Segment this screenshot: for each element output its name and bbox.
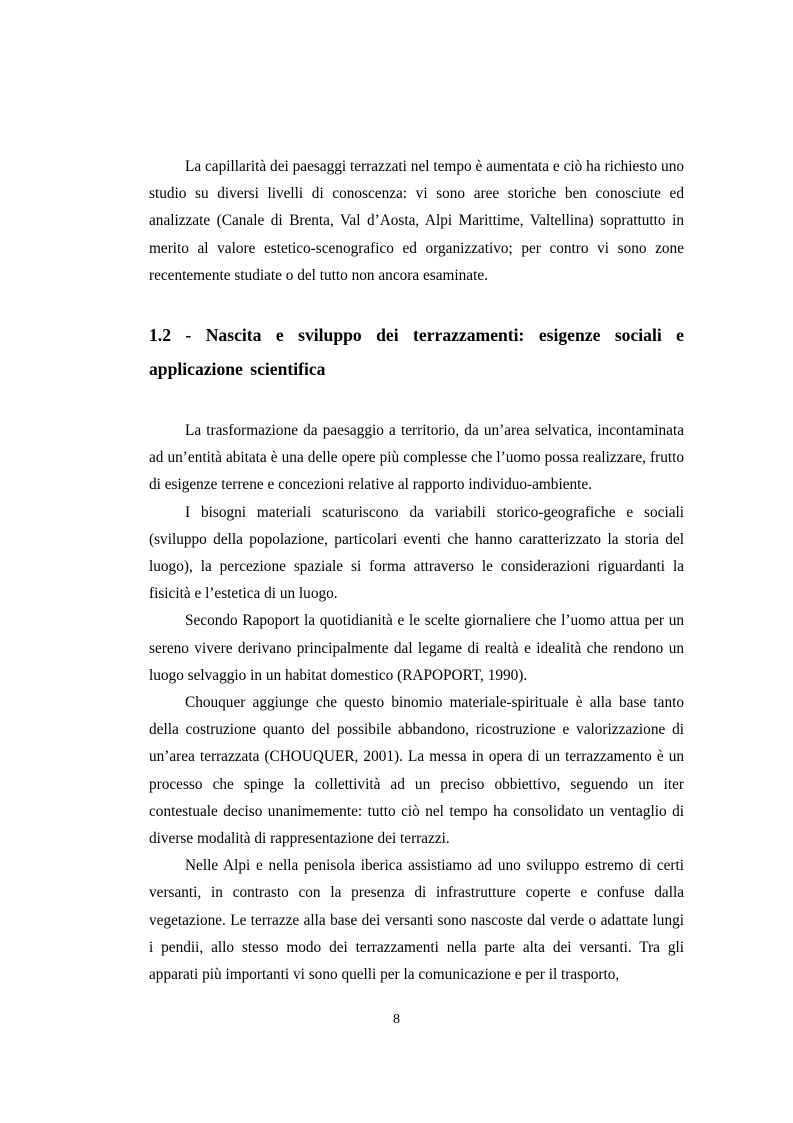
body-paragraph: Chouquer aggiunge che questo binomio materiale-spirituale è alla base tanto della costruzione quanto del possibile abbandono, ricostruzione e valorizzazione di un’area terrazzata (CHOUQUER, 2001). La messa in opera di un terrazzamento è un processo che spinge la collettività ad un preciso obbiettivo, seguendo un iter contestuale deciso unanimemente: tutto ciò nel tempo ha consolidato un ventaglio di diverse modalità di rappresentazione dei terrazzi. — [149, 694, 684, 848]
section-heading: 1.2 - Nascita e sviluppo dei terrazzamenti: esigenze sociali e applicazione scientifica — [149, 325, 684, 380]
document-page — [149, 153, 684, 988]
section-body — [149, 417, 684, 988]
body-paragraph: Secondo Rapoport la quotidianità e le scelte giornaliere che l’uomo attua per un sereno vivere derivano principalmente dal legame di realtà e idealità che rendono un luogo selvaggio in un habitat domestico (RAPOPORT, 1990). — [149, 612, 684, 684]
intro-paragraph: La capillarità dei paesaggi terrazzati nel tempo è aumentata e ciò ha richiesto uno studio su diversi livelli di conoscenza: vi sono aree storiche ben conosciute ed analizzate (Canale di Brenta, Val d’Aosta, Alpi Marittime, Valtellina) soprattutto in merito al valore estetico-scenografico ed organizzativo; per contro vi sono zone recentemente studiate o del tutto non ancora esaminate. — [149, 158, 684, 284]
body-paragraph: La trasformazione da paesaggio a territorio, da un’area selvatica, incontaminata ad un’entità abitata è una delle opere più complesse che l’uomo possa realizzare, frutto di esigenze terrene e concezioni relative al rapporto individuo-ambiente. — [149, 422, 684, 494]
page-number: 8 — [393, 1012, 400, 1027]
body-paragraph: Nelle Alpi e nella penisola iberica assistiamo ad uno sviluppo estremo di certi versanti, in contrasto con la presenza di infrastrutture coperte e confuse dalla vegetazione. Le terrazze alla base dei versanti sono nascoste dal verde o adattate lungi i pendii, allo stesso modo dei terrazzamenti nella parte alta dei versanti. Tra gli apparati più importanti vi sono quelli per la comunicazione e per il trasporto, — [149, 857, 684, 984]
body-paragraph: I bisogni materiali scaturiscono da variabili storico-geografiche e sociali (sviluppo della popolazione, particolari eventi che hanno caratterizzato la storia del luogo), la percezione spaziale si forma attraverso le considerazioni riguardanti la fisicità e l’estetica di un luogo. — [149, 503, 684, 603]
